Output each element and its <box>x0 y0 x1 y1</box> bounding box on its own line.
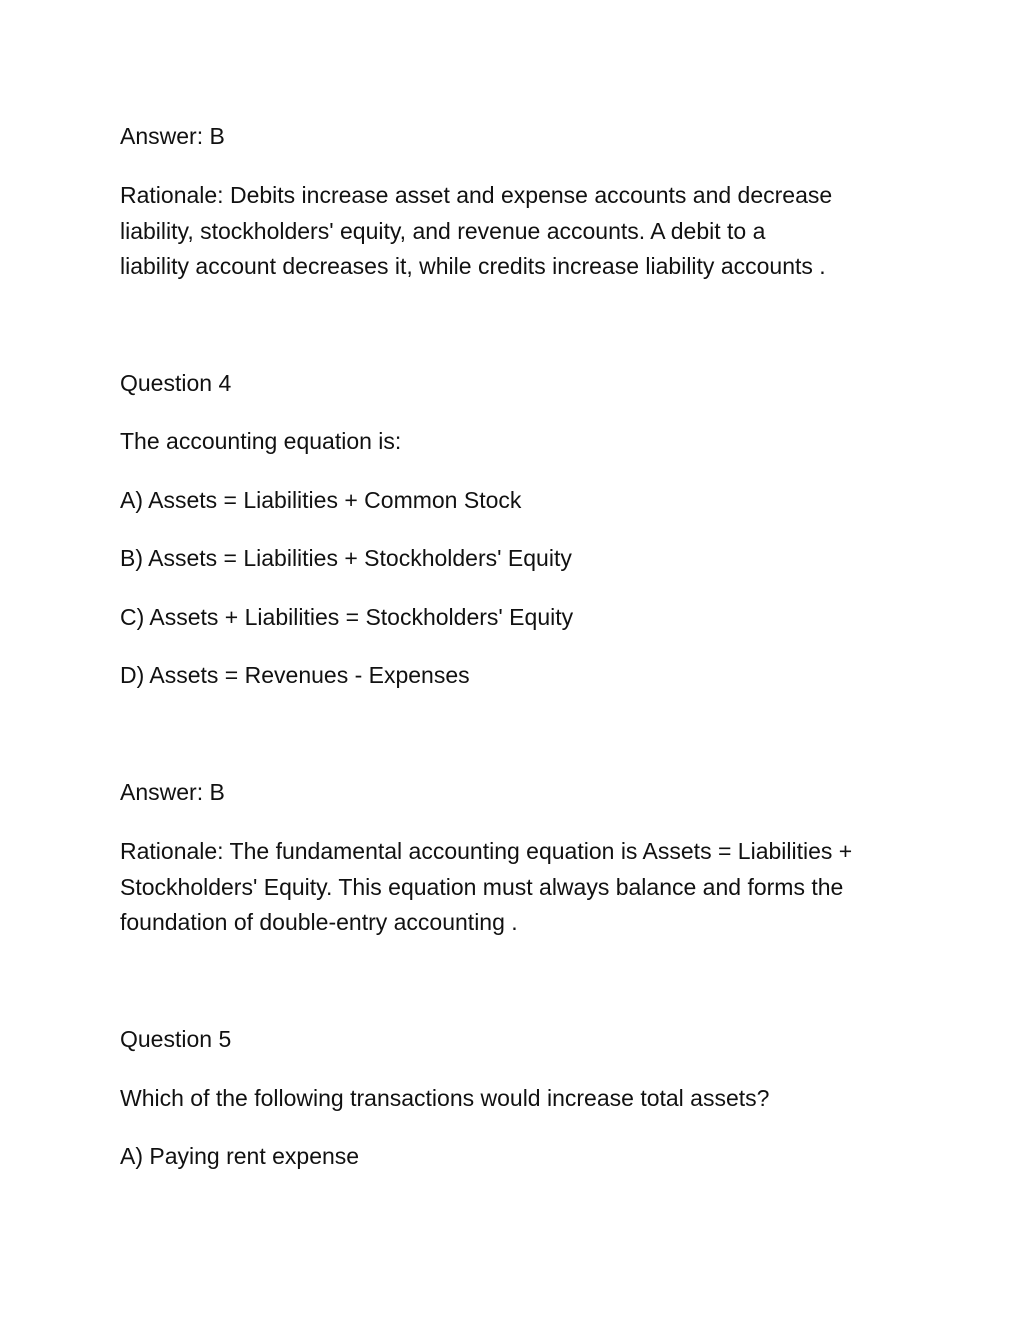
answer-q4: Answer: B <box>120 779 225 805</box>
question-5-prompt: Which of the following transactions would increase total assets? <box>120 1085 770 1111</box>
rationale-q4 <box>120 834 910 941</box>
question-4-prompt: The accounting equation is: <box>120 428 402 454</box>
question-4-option-d: D) Assets = Revenues - Expenses <box>120 662 470 688</box>
rationale-q3 <box>120 178 910 285</box>
rationale-q4-line-3: foundation of double-entry accounting . <box>120 909 518 935</box>
question-5-option-a: A) Paying rent expense <box>120 1143 360 1169</box>
question-4-heading: Question 4 <box>120 370 232 396</box>
question-4-option-a: A) Assets = Liabilities + Common Stock <box>120 487 522 513</box>
answer-q3: Answer: B <box>120 123 225 149</box>
rationale-q3-line-1: Rationale: Debits increase asset and expense accounts and decrease <box>120 182 833 208</box>
rationale-q4-line-1: Rationale: The fundamental accounting equation is Assets = Liabilities + <box>120 838 853 864</box>
question-4-option-c: C) Assets + Liabilities = Stockholders' Equity <box>120 604 574 630</box>
question-4-option-b: B) Assets = Liabilities + Stockholders' Equity <box>120 545 572 571</box>
rationale-q4-line-2: Stockholders' Equity. This equation must always balance and forms the <box>120 873 844 900</box>
rationale-q3-line-2: liability, stockholders' equity, and revenue accounts. A debit to a <box>120 217 766 244</box>
rationale-q3-line-3: liability account decreases it, while credits increase liability accounts . <box>120 253 826 279</box>
question-5-heading: Question 5 <box>120 1026 232 1052</box>
